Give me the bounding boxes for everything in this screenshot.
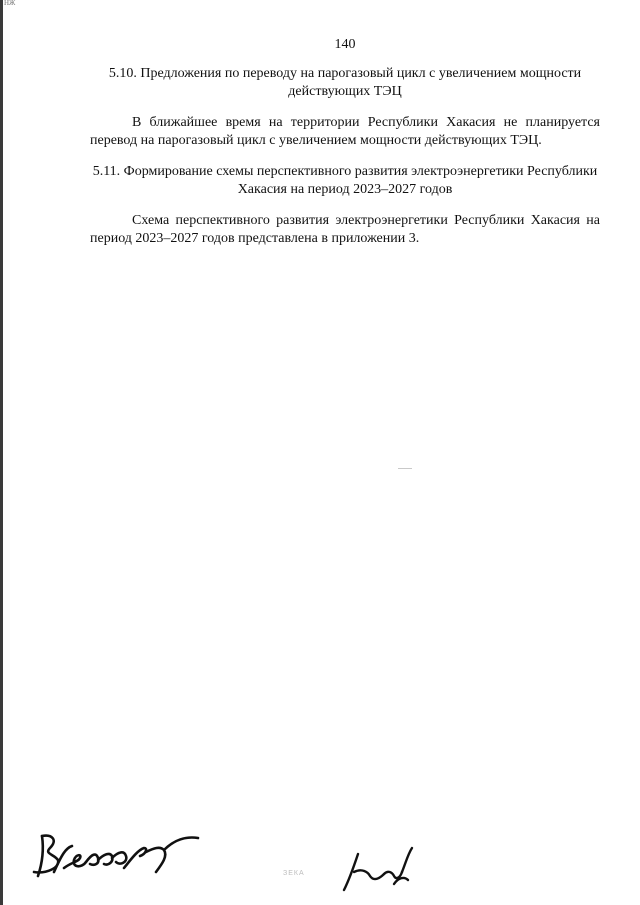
faint-stamp-mark: ЗЕКА: [283, 870, 305, 877]
scan-page-edge: [0, 0, 3, 905]
section-5-11-paragraph: Схема перспективного развития электроэнергетики Республики Хакасия на период 2023–2027 годов представлена в приложении 3.: [90, 213, 600, 246]
section-5-10-heading: 5.10. Предложения по переводу на парогазовый цикл с увеличением мощности действующих ТЭЦ: [108, 66, 582, 99]
corner-scan-mark: НЖ: [4, 0, 16, 6]
section-5-11-heading: 5.11. Формирование схемы перспективного развития электроэнергетики Республики Хакасия на период 2023–2027 годов: [92, 164, 598, 197]
scan-speck: [398, 468, 412, 469]
page-number: 140: [334, 37, 356, 52]
handwritten-signature-left: [28, 828, 208, 888]
section-5-10-paragraph: В ближайшее время на территории Республики Хакасия не планируется перевод на парогазовый цикл с увеличением мощности действующих ТЭЦ.: [90, 115, 600, 148]
handwritten-signature-right: [336, 842, 416, 894]
